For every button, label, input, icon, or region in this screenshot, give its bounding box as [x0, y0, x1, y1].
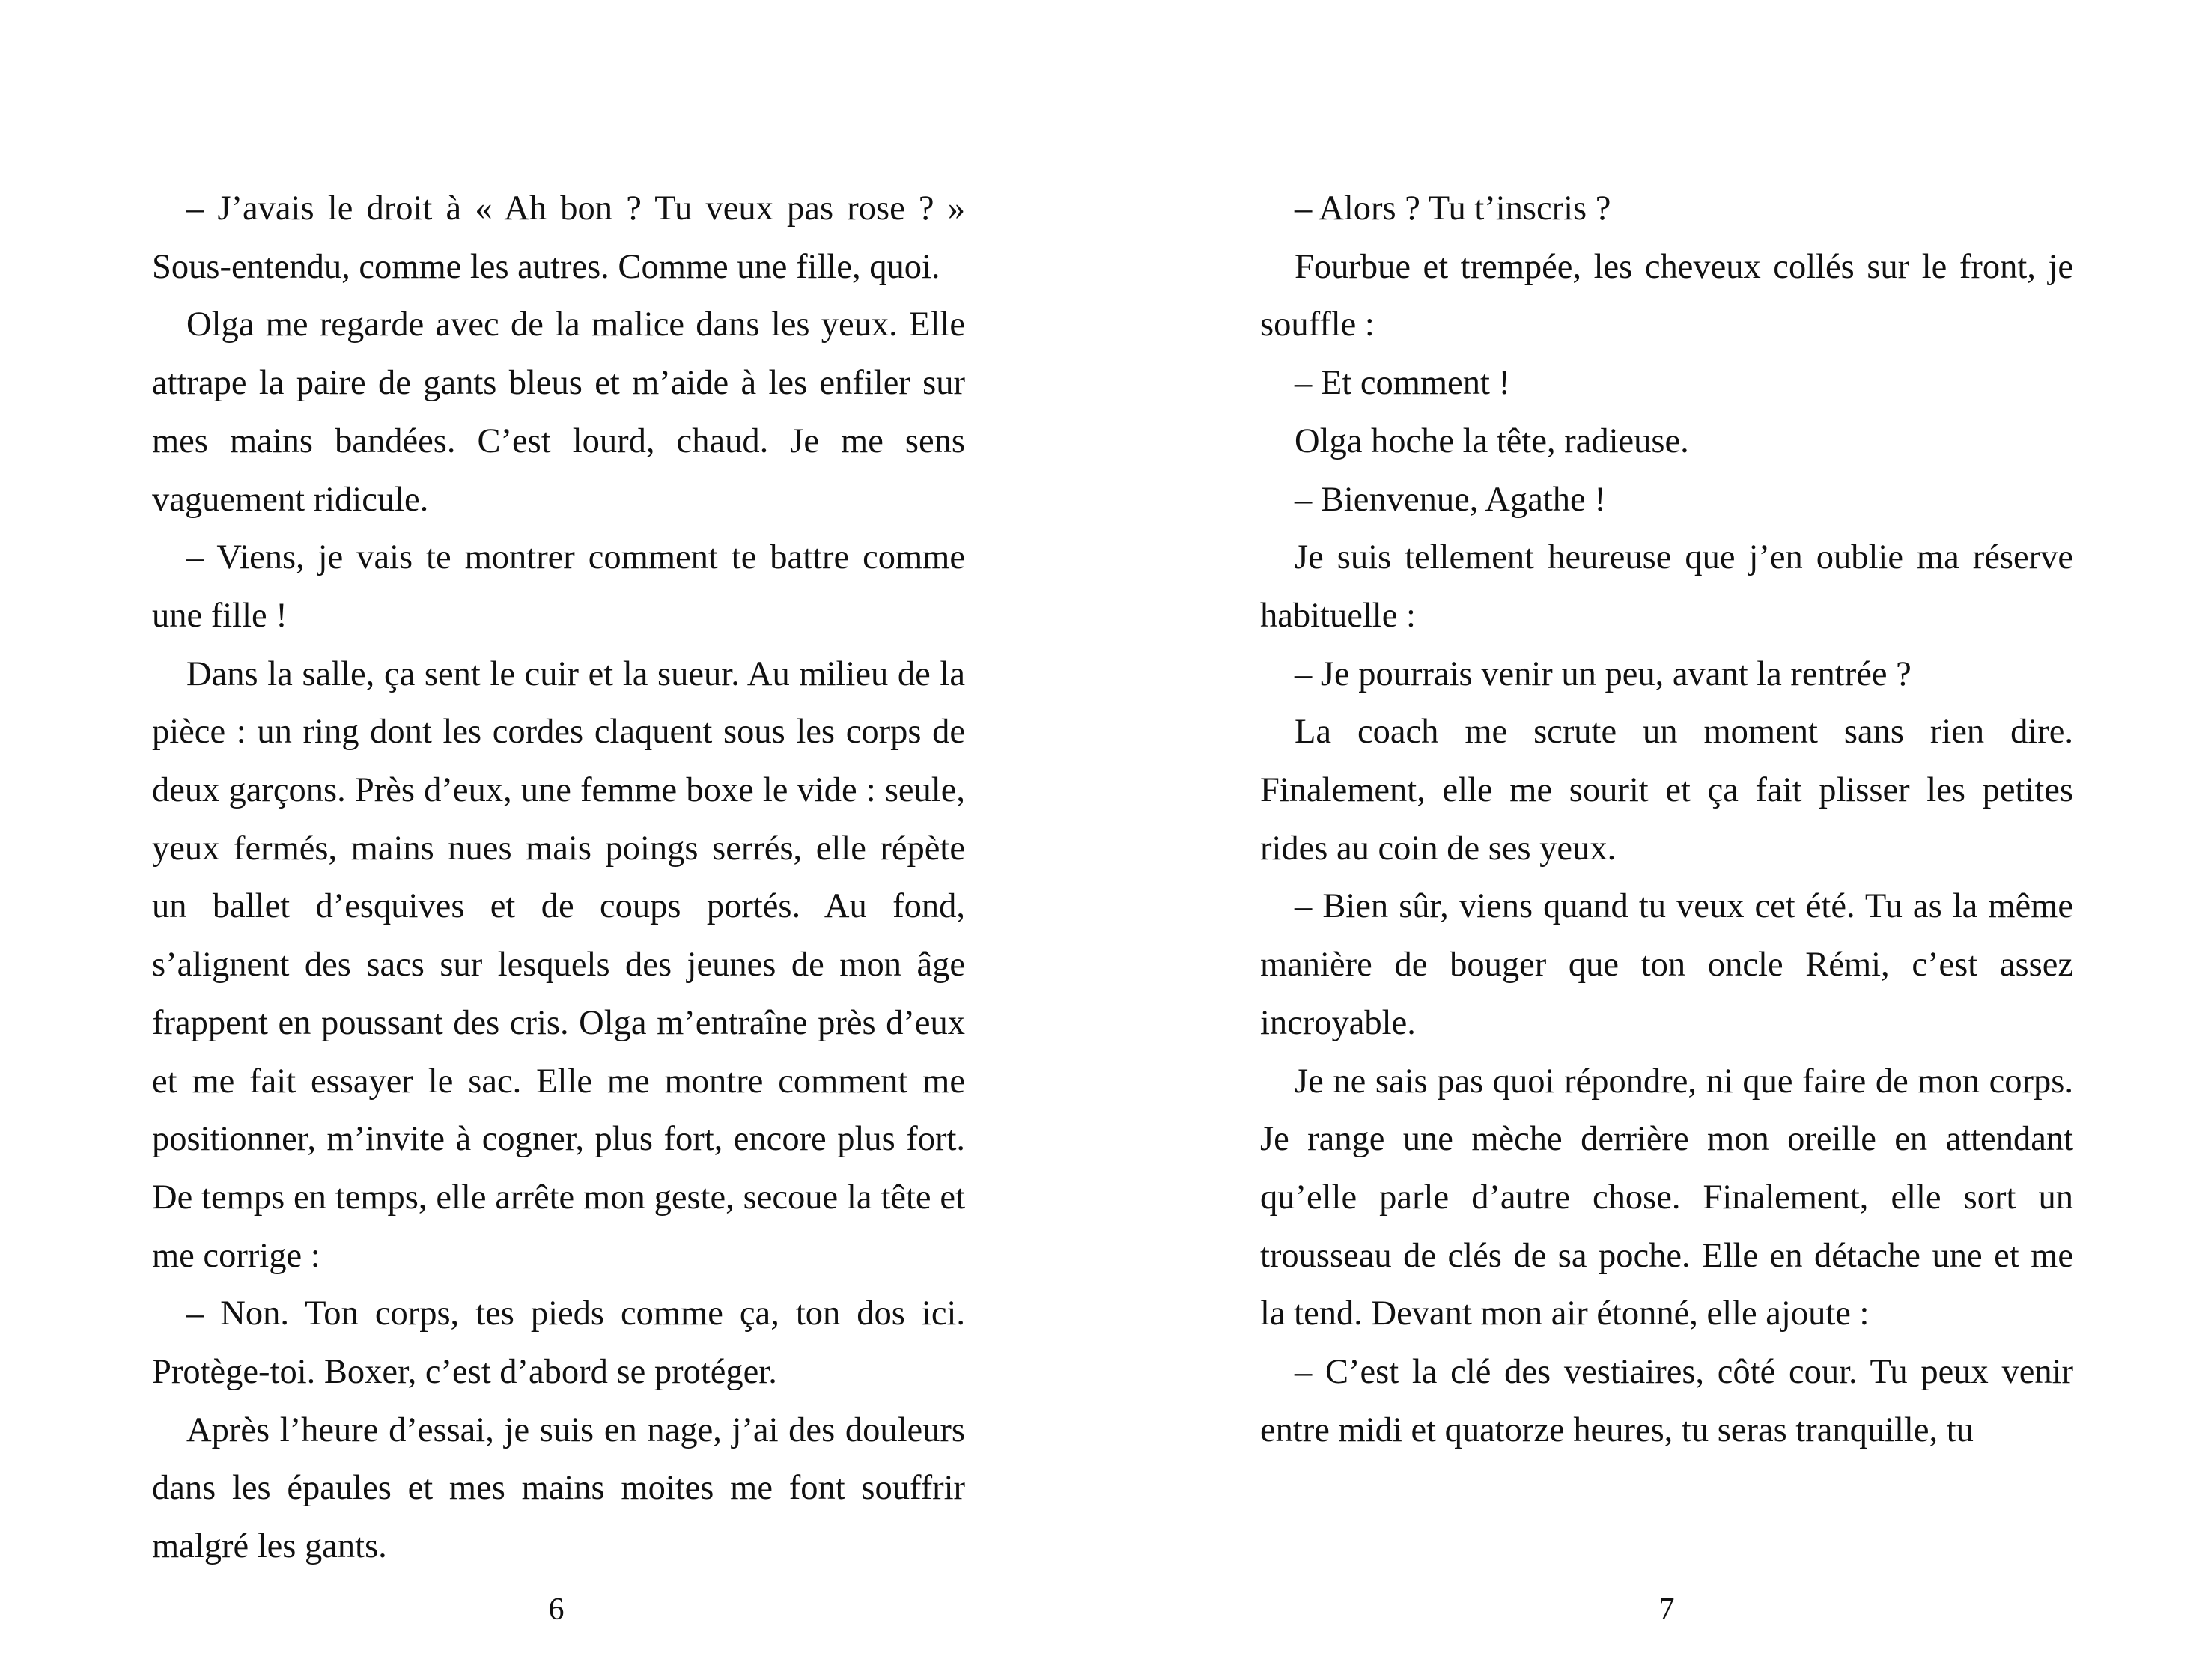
right-page: [1105, 0, 2211, 1680]
left-page: [0, 0, 1105, 1680]
paragraph: – Bienvenue, Agathe !: [1295, 480, 1606, 519]
page-number: 6: [548, 1592, 565, 1627]
left-page-text: [152, 180, 965, 1576]
paragraph: – Et comment !: [1295, 364, 1510, 403]
paragraph: – Viens, je vais te montrer comment te battre comme une fille !: [152, 538, 965, 635]
paragraph: Fourbue et trempée, les cheveux collés sur le front, je souffle :: [1260, 247, 2073, 344]
paragraph: – Non. Ton corps, tes pieds comme ça, ton dos ici. Protège-toi. Boxer, c’est d’abord se protéger.: [152, 1294, 965, 1392]
paragraph: Je suis tellement heureuse que j’en oublie ma réserve habituelle :: [1260, 538, 2073, 635]
paragraph: – J’avais le droit à « Ah bon ? Tu veux pas rose ? » Sous-entendu, comme les autres. Comme une fille, quoi.: [152, 189, 965, 286]
paragraph: – Bien sûr, viens quand tu veux cet été. Tu as la même manière de bouger que ton oncle Rémi, c’est assez incroyable.: [1260, 887, 2073, 1042]
paragraph: Olga hoche la tête, radieuse.: [1295, 421, 1689, 460]
page-number: 7: [1658, 1592, 1675, 1627]
paragraph: – Alors ? Tu t’inscris ?: [1295, 189, 1611, 228]
paragraph: Olga me regarde avec de la malice dans les yeux. Elle attrape la paire de gants bleus et m’aide à les enfiler sur mes mains bandées. C’est lourd, chaud. Je me sens vaguement ridicule.: [152, 305, 965, 519]
paragraph: – Je pourrais venir un peu, avant la rentrée ?: [1295, 654, 1912, 693]
paragraph: La coach me scrute un moment sans rien dire. Finalement, elle me sourit et ça fait plisser les petites rides au coin de ses yeux.: [1260, 713, 2073, 868]
paragraph: Dans la salle, ça sent le cuir et la sueur. Au milieu de la pièce : un ring dont les cordes claquent sous les corps de deux garçons. Près d’eux, une femme boxe le vide : seule, yeux fermés, mains nues mais poings serrés, elle répète un ballet d’esquives et de coups portés. Au fond, s’alignent des sacs sur lesquels des jeunes de mon âge frappent en poussant des cris. Olga m’entraîne près d’eux et me fait essayer le sac. Elle me montre comment me positionner, m’invite à cogner, plus fort, encore plus fort. De temps en temps, elle arrête mon geste, secoue la tête et me corrige :: [152, 654, 965, 1275]
paragraph: Je ne sais pas quoi répondre, ni que faire de mon corps. Je range une mèche derrière mon oreille en attendant qu’elle parle d’autre chose. Finalement, elle sort un trousseau de clés de sa poche. Elle en détache une et me la tend. Devant mon air étonné, elle ajoute :: [1260, 1062, 2073, 1333]
paragraph: Après l’heure d’essai, je suis en nage, j’ai des douleurs dans les épaules et mes mains moites me font souffrir malgré les gants.: [152, 1410, 965, 1566]
right-page-text: [1260, 180, 2073, 1459]
paragraph: – C’est la clé des vestiaires, côté cour. Tu peux venir entre midi et quatorze heures, tu seras tranquille, tu: [1260, 1353, 2073, 1449]
